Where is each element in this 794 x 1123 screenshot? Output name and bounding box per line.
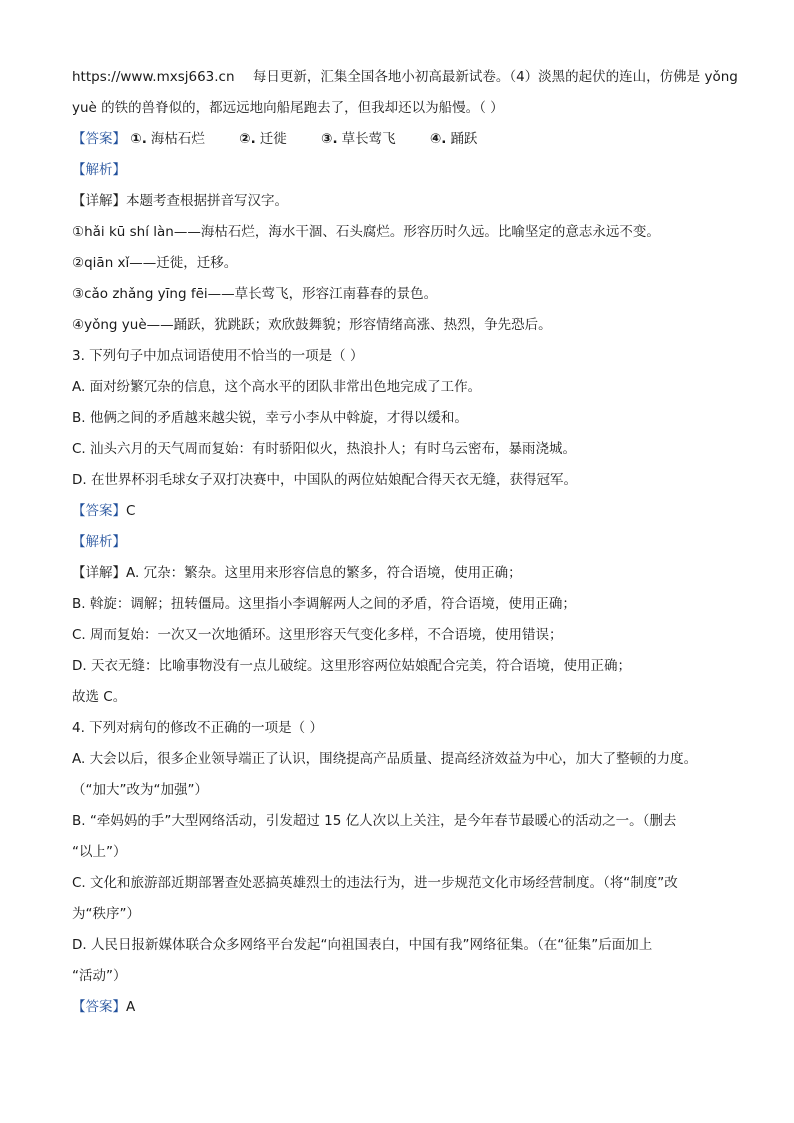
answer-item: ②. 迁徙 <box>239 131 287 147</box>
explanation-line: ②qiān xǐ——迁徙，迁移。 <box>72 255 238 271</box>
answer-item: ④. 踊跃 <box>429 131 478 147</box>
detail-text: 本题考查根据拼音写汉字。 <box>126 193 288 209</box>
answer-tag: 【答案】 <box>72 131 126 147</box>
answer-tag: 【答案】 <box>72 503 126 519</box>
detail-line <box>72 558 732 589</box>
intro-line-2: yuè 的铁的兽脊似的，都远远地向船尾跑去了，但我却还以为船慢。（ ） <box>72 100 504 116</box>
source-notice: 每日更新，汇集全国各地小初高最新试卷。 <box>252 69 510 85</box>
detail-text: A. 冗杂：繁杂。这里用来形容信息的繁多，符合语境，使用正确； <box>126 565 522 581</box>
detail-line: B. 斡旋：调解；扭转僵局。这里指小李调解两人之间的矛盾，符合语境，使用正确； <box>72 596 576 612</box>
explanation-line: ③cǎo zhǎng yīng fēi——草长莺飞，形容江南暮春的景色。 <box>72 286 438 302</box>
q3-option-b: B. 他俩之间的矛盾越来越尖锐，幸亏小李从中斡旋，才得以缓和。 <box>72 410 468 426</box>
source-url[interactable]: https://www.mxsj663.cn <box>72 69 235 85</box>
answer-item: ③. 草长莺飞 <box>321 131 396 147</box>
q4-option-b-line-1: B. “牵妈妈的手”大型网络活动，引发超过 15 亿人次以上关注，是今年春节最暖心的活动之一。（删去 <box>72 813 677 829</box>
explanation-line: ①hǎi kū shí làn——海枯石烂，海水干涸、石头腐烂。形容历时久远。比喻坚定的意志永远不变。 <box>72 224 660 240</box>
q4-option-a-line-2: （“加大”改为“加强”） <box>72 782 208 798</box>
analysis-tag: 【解析】 <box>72 534 126 550</box>
q3-option-c: C. 汕头六月的天气周而复始：有时骄阳似火，热浪扑人；有时乌云密布，暴雨浇城。 <box>72 441 577 457</box>
answer-tag: 【答案】 <box>72 999 126 1015</box>
analysis-tag: 【解析】 <box>72 162 126 178</box>
detail-line: C. 周而复始：一次又一次地循环。这里形容天气变化多样，不合语境，使用错误； <box>72 627 563 643</box>
question-fragment: （4）淡黑的起伏的连山，仿佛是 yǒng <box>509 69 738 85</box>
answer-value: C <box>126 503 136 519</box>
q4-option-c-line-1: C. 文化和旅游部近期部署查处恶搞英雄烈士的违法行为，进一步规范文化市场经营制度。（将“制度”改 <box>72 875 678 891</box>
detail-tag: 【详解】 <box>72 565 126 581</box>
intro-line-1 <box>72 62 738 93</box>
explanation-line: ④yǒng yuè——踊跃，犹跳跃；欢欣鼓舞貌；形容情绪高涨、热烈，争先恐后。 <box>72 317 552 333</box>
q4-answer-line <box>72 992 732 1023</box>
document-page <box>72 62 738 1023</box>
q3-answer-line <box>72 496 732 527</box>
answer-value: A <box>126 999 136 1015</box>
conclusion-line: 故选 C。 <box>72 689 127 705</box>
detail-line <box>72 186 732 217</box>
q3-option-a: A. 面对纷繁冗杂的信息，这个高水平的团队非常出色地完成了工作。 <box>72 379 482 395</box>
detail-tag: 【详解】 <box>72 193 126 209</box>
q3-stem: 3. 下列句子中加点词语使用不恰当的一项是（ ） <box>72 348 364 364</box>
q4-option-d-line-2: “活动”） <box>72 968 127 984</box>
q3-option-d: D. 在世界杯羽毛球女子双打决赛中，中国队的两位姑娘配合得天衣无缝，获得冠军。 <box>72 472 577 488</box>
q4-option-b-line-2: “以上”） <box>72 844 127 860</box>
detail-line: D. 天衣无缝：比喻事物没有一点儿破绽。这里形容两位姑娘配合完美，符合语境，使用正确； <box>72 658 631 674</box>
q2-answer-line <box>72 124 732 155</box>
q4-option-d-line-1: D. 人民日报新媒体联合众多网络平台发起“向祖国表白，中国有我”网络征集。（在“征集”后面加上 <box>72 937 653 953</box>
answer-item: ①. 海枯石烂 <box>130 131 205 147</box>
q4-option-c-line-2: 为“秩序”） <box>72 906 140 922</box>
q4-stem: 4. 下列对病句的修改不正确的一项是（ ） <box>72 720 323 736</box>
q4-option-a-line-1: A. 大会以后，很多企业领导端正了认识，围绕提高产品质量、提高经济效益为中心，加大了整顿的力度。 <box>72 751 698 767</box>
